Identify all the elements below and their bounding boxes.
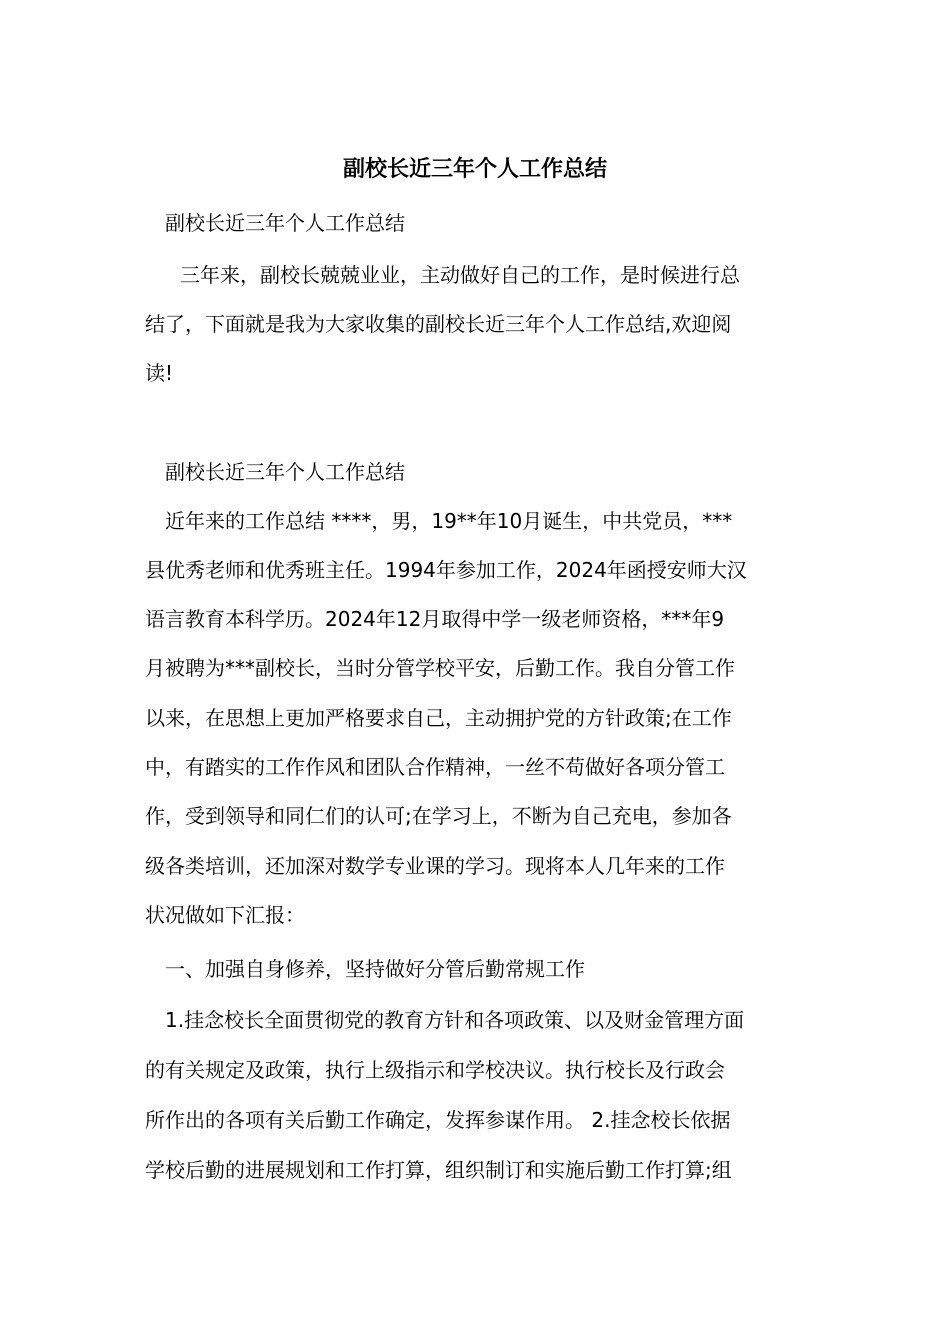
- paragraph-1-line-1: 近年来的工作总结 ****，男，19**年10月诞生，中共党员，***: [165, 509, 733, 533]
- intro-line-3: 读!: [145, 361, 174, 385]
- paragraph-1-line-5: 以来，在思想上更加严格要求自己，主动拥护党的方针政策;在工作: [145, 706, 732, 730]
- intro-line-1: 三年来，副校长兢兢业业，主动做好自己的工作，是时候进行总: [180, 263, 740, 287]
- intro-line-2: 结了，下面就是我为大家收集的副校长近三年个人工作总结,欢迎阅: [145, 312, 732, 336]
- paragraph-1-line-3: 语言教育本科学历。2024年12月取得中学一级老师资格，***年9: [145, 607, 725, 631]
- subtitle-2: 副校长近三年个人工作总结: [165, 460, 405, 484]
- paragraph-1-line-9: 状况做如下汇报：: [145, 903, 305, 927]
- paragraph-1-line-6: 中，有踏实的工作作风和团队合作精神，一丝不苟做好各项分管工: [145, 755, 725, 779]
- subtitle-1: 副校长近三年个人工作总结: [165, 211, 405, 235]
- paragraph-2-line-4: 学校后勤的进展规划和工作打算，组织制订和实施后勤工作打算;组: [145, 1158, 732, 1182]
- paragraph-1-line-7: 作，受到领导和同仁们的认可;在学习上，不断为自己充电，参加各: [145, 804, 732, 828]
- paragraph-2-line-1: 1.挂念校长全面贯彻党的教育方针和各项政策、以及财金管理方面: [165, 1008, 745, 1032]
- section-1-heading: 一、加强自身修养，坚持做好分管后勤常规工作: [165, 957, 585, 981]
- paragraph-1-line-4: 月被聘为***副校长，当时分管学校平安，后勤工作。我自分管工作: [145, 656, 735, 680]
- paragraph-2-line-2: 的有关规定及政策，执行上级指示和学校决议。执行校长及行政会: [145, 1058, 725, 1082]
- paragraph-2-line-3: 所作出的各项有关后勤工作确定，发挥参谋作用。 2.挂念校长依据: [145, 1108, 731, 1132]
- document-title: 副校长近三年个人工作总结: [342, 157, 607, 182]
- paragraph-1-line-8: 级各类培训，还加深对数学专业课的学习。现将本人几年来的工作: [145, 854, 725, 878]
- paragraph-1-line-2: 县优秀老师和优秀班主任。1994年参加工作，2024年函授安师大汉: [145, 558, 747, 582]
